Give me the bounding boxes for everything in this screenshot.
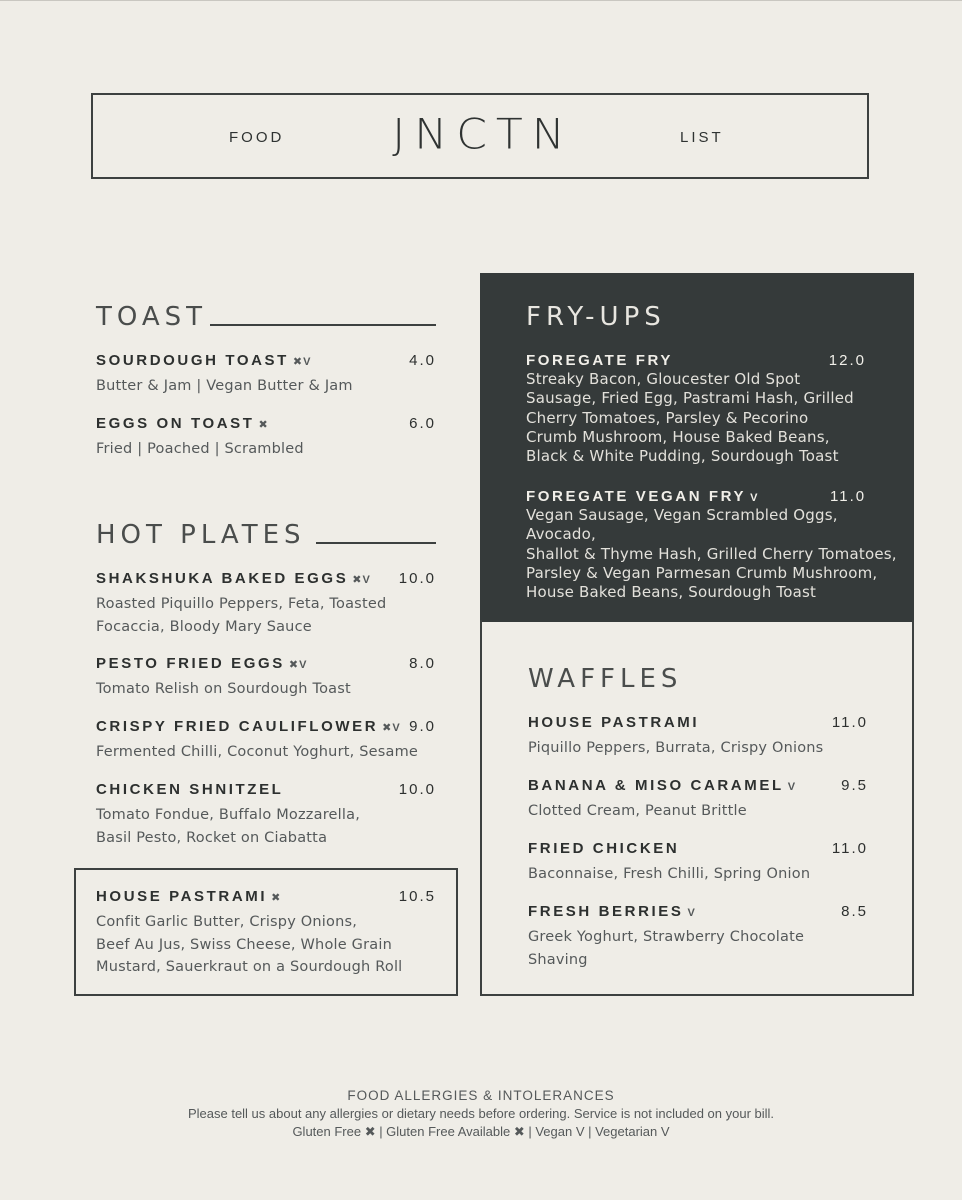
menu-header: [91, 93, 869, 179]
menu-item-crispy-fried-cauliflower: [96, 718, 436, 768]
item-description-line: Tomato Fondue, Buffalo Mozzarella,: [96, 807, 361, 823]
item-description-line: Baconnaise, Fresh Chilli, Spring Onion: [528, 866, 811, 882]
item-price: 9.5: [841, 777, 868, 794]
item-name: FOREGATE VEGAN FRY: [526, 488, 747, 505]
section-title-fry-ups: FRY-UPS: [526, 302, 666, 332]
allergy-heading: FOOD ALLERGIES & INTOLERANCES: [347, 1088, 615, 1103]
item-description-line: Shallot & Thyme Hash, Grilled Cherry Tomatoes,: [526, 544, 897, 563]
item-name: FRIED CHICKEN: [528, 840, 680, 857]
dietary-mark: V: [687, 907, 696, 919]
dietary-mark: V: [787, 781, 797, 793]
menu-item-foregate-vegan-fry: [526, 488, 901, 602]
item-price: 9.0: [409, 718, 436, 735]
section-title-waffles: WAFFLES: [528, 664, 683, 694]
item-description-line: Tomato Relish on Sourdough Toast: [96, 681, 351, 697]
item-price: 11.0: [830, 488, 867, 505]
item-name: SHAKSHUKA BAKED EGGS: [96, 570, 349, 587]
item-description-line: Clotted Cream, Peanut Brittle: [528, 803, 747, 819]
menu-item-sourdough-toast: [96, 352, 436, 402]
item-description-line: Black & White Pudding, Sourdough Toast: [526, 447, 839, 466]
item-price: 8.0: [409, 655, 436, 672]
item-name: FRESH BERRIES: [528, 903, 684, 920]
item-description: Fried | Poached | Scrambled: [96, 441, 304, 457]
item-description-line: Crumb Mushroom, House Baked Beans,: [526, 427, 830, 446]
item-description-line: House Baked Beans, Sourdough Toast: [526, 583, 817, 602]
item-description-line: Piquillo Peppers, Burrata, Crispy Onions: [528, 740, 824, 756]
section-title-toast: TOAST: [96, 302, 208, 332]
section-title-hot-plates: HOT PLATES: [96, 520, 306, 550]
dietary-key: Gluten Free ✖ | Gluten Free Available ✖ | Vegan V | Vegetarian V: [292, 1124, 670, 1139]
menu-item-foregate-fry: [526, 352, 866, 467]
item-price: 11.0: [831, 840, 868, 857]
menu-item-waffle-house-pastrami: [528, 714, 868, 764]
item-description-line: Fermented Chilli, Coconut Yoghurt, Sesame: [96, 744, 419, 760]
fry-ups-panel: [480, 273, 914, 622]
item-description: Butter & Jam | Vegan Butter & Jam: [96, 378, 353, 394]
menu-item-shakshuka: [96, 570, 436, 640]
header-food-label: FOOD: [229, 129, 285, 146]
top-divider: [0, 0, 962, 1]
item-name: HOUSE PASTRAMI: [96, 888, 268, 905]
menu-item-fresh-berries: [528, 903, 868, 968]
item-description-line: Sausage, Fried Egg, Pastrami Hash, Grilled: [526, 389, 854, 408]
menu-item-fried-chicken: [528, 840, 868, 890]
item-description-line: Confit Garlic Butter, Crispy Onions,: [96, 914, 358, 930]
item-price: 6.0: [409, 415, 436, 432]
dietary-mark: V: [750, 492, 759, 504]
item-description-line: Mustard, Sauerkraut on a Sourdough Roll: [96, 959, 403, 975]
item-price: 10.0: [398, 781, 436, 798]
menu-item-house-pastrami: [96, 888, 436, 983]
item-description-line: Roasted Piquillo Peppers, Feta, Toasted: [96, 596, 387, 612]
item-description-line: Basil Pesto, Rocket on Ciabatta: [96, 829, 328, 846]
waffles-panel: [480, 620, 914, 996]
item-description-line: Streaky Bacon, Gloucester Old Spot: [526, 370, 801, 388]
menu-item-chicken-shnitzel: [96, 781, 436, 851]
item-price: 10.0: [398, 570, 436, 587]
item-description-line: Greek Yoghurt, Strawberry Chocolate Shaving: [528, 929, 805, 968]
item-name: CHICKEN SHNITZEL: [96, 781, 284, 798]
section-rule: [316, 542, 436, 544]
dietary-mark: ✖: [271, 892, 282, 904]
item-price: 4.0: [409, 352, 436, 369]
dietary-mark: ✖V: [288, 659, 308, 671]
menu-item-pesto-fried-eggs: [96, 655, 436, 705]
item-price: 11.0: [831, 714, 868, 731]
item-price: 8.5: [841, 903, 868, 920]
item-description-line: Cherry Tomatoes, Parsley & Pecorino: [526, 408, 809, 427]
allergy-notice: Please tell us about any allergies or dietary needs before ordering. Service is not included on your bill.: [187, 1106, 775, 1121]
item-description-line: Beef Au Jus, Swiss Cheese, Whole Grain: [96, 936, 392, 953]
menu-item-eggs-on-toast: [96, 415, 436, 465]
item-name: EGGS ON TOAST: [96, 415, 255, 432]
item-name: FOREGATE FRY: [526, 352, 674, 369]
item-price: 10.5: [398, 888, 436, 905]
section-rule: [210, 324, 436, 326]
menu-item-banana-miso-caramel: [528, 777, 868, 827]
brand-logo: JNCTN: [392, 110, 574, 159]
item-name: BANANA & MISO CARAMEL: [528, 777, 784, 794]
item-price: 12.0: [828, 352, 866, 369]
item-name: SOURDOUGH TOAST: [96, 352, 289, 369]
item-description-line: Vegan Sausage, Vegan Scrambled Oggs, Avocado,: [526, 506, 838, 544]
item-description-line: Focaccia, Bloody Mary Sauce: [96, 618, 312, 635]
item-name: CRISPY FRIED CAULIFLOWER: [96, 718, 379, 735]
item-name: PESTO FRIED EGGS: [96, 655, 285, 672]
item-description-line: Parsley & Vegan Parmesan Crumb Mushroom,: [526, 563, 878, 582]
item-name: HOUSE PASTRAMI: [528, 714, 700, 731]
dietary-mark: ✖V: [352, 574, 371, 586]
dietary-mark: ✖V: [382, 722, 401, 734]
dietary-mark: ✖: [258, 419, 269, 431]
dietary-mark: ✖V: [292, 356, 312, 368]
header-list-label: LIST: [680, 129, 724, 146]
